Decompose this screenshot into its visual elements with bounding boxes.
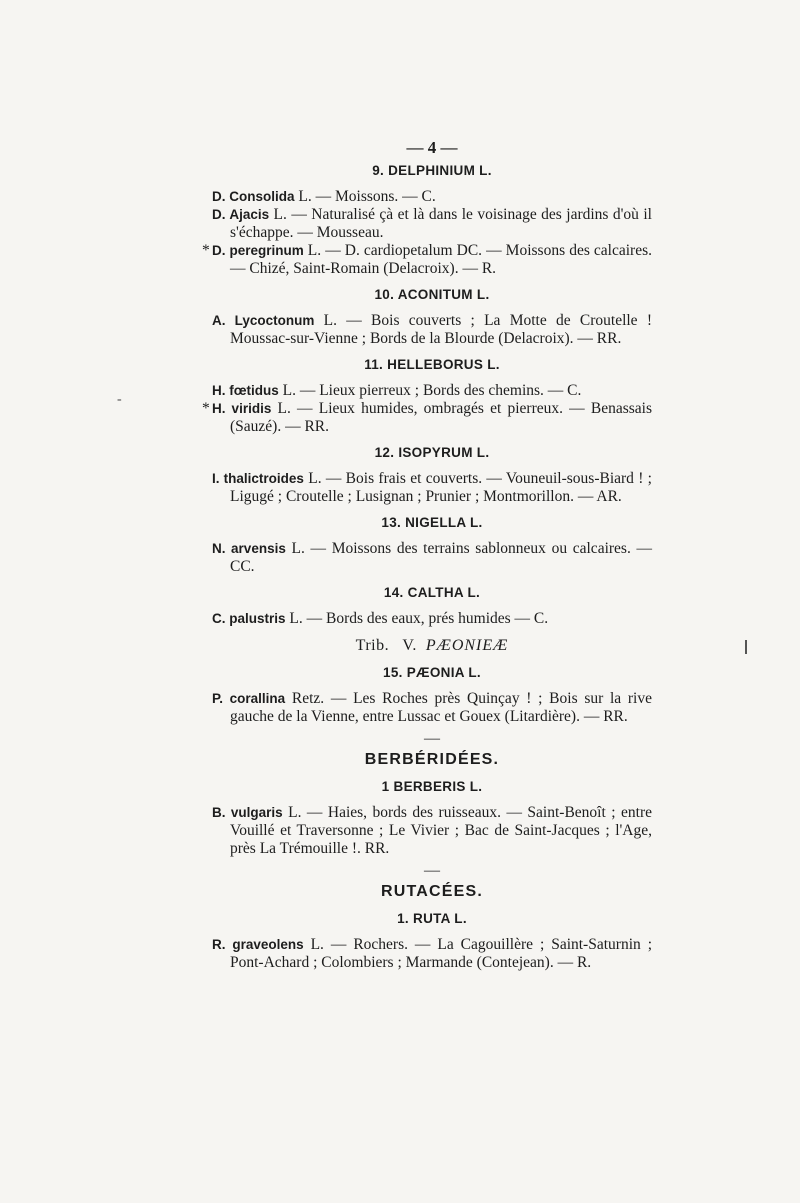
- species-description: L. — Lieux pierreux ; Bords des chemins. — C.: [278, 382, 582, 399]
- genus-heading: 15. PÆONIA L.: [383, 665, 481, 680]
- species-description: L. — Moissons des terrains sablonneux ou calcaires. — CC.: [230, 540, 652, 575]
- species-name: A. Lycoctonum: [212, 313, 315, 328]
- family-heading: RUTACÉES.: [380, 883, 484, 900]
- species-entry: [212, 540, 652, 576]
- species-name: H. viridis: [212, 401, 272, 416]
- tribe-heading: [212, 636, 652, 656]
- tribe-prefix: Trib. V.: [355, 637, 426, 654]
- genus-heading: 14. CALTHA L.: [383, 585, 481, 600]
- species-entry: * D. peregrinum L. — D. cardiopetalum DC. — Moissons des calcaires. — Chizé, Saint-Romain (Delacroix). — R.: [202, 242, 653, 277]
- species-description: L. — Bords des eaux, prés humides — C.: [285, 610, 549, 627]
- species-description: L. — Moissons. — C.: [294, 188, 436, 205]
- species-name: D. Consolida: [212, 189, 295, 204]
- species-name: B. vulgaris: [212, 805, 283, 820]
- genus-heading: 9. DELPHINIUM L.: [372, 163, 492, 178]
- species-entry: [212, 312, 652, 348]
- species-name: P. corallina: [212, 691, 286, 706]
- section-divider: —: [424, 730, 440, 747]
- species-description: Retz. — Les Roches près Quinçay ! ; Bois sur la rive gauche de la Vienne, entre Lussac et Gouex (Litardière). — RR.: [230, 690, 652, 725]
- species-name: N. arvensis: [212, 541, 286, 556]
- species-description: L. — Bois couverts ; La Motte de Croutelle ! Moussac-sur-Vienne ; Bords de la Blourde (Delacroix). — RR.: [230, 312, 652, 347]
- page-content: [202, 138, 653, 972]
- species-description: L. — Haies, bords des ruisseaux. — Saint-Benoît ; entre Vouillé et Traversonne ; Le Vivier ; Bac de Saint-Jacques ; l'Age, près La Trémouille !. RR.: [230, 804, 652, 857]
- genus-heading: 1. RUTA L.: [397, 911, 467, 926]
- species-name: H. fœtidus: [212, 383, 279, 398]
- species-name: R. graveolens: [212, 937, 304, 952]
- family-heading: BERBÉRIDÉES.: [364, 751, 500, 768]
- genus-heading: 13. NIGELLA L.: [381, 515, 483, 530]
- species-description: L. — Bois frais et couverts. — Vouneuil-sous-Biard ! ; Ligugé ; Croutelle ; Lusignan ; Prunier ; Montmorillon. — AR.: [230, 470, 652, 505]
- species-entry: [212, 382, 652, 400]
- section-divider: —: [424, 862, 440, 879]
- genus-heading: 1 BERBERIS L.: [381, 779, 483, 794]
- tribe-name: PÆONIEÆ: [425, 637, 509, 654]
- genus-heading: 10. ACONITUM L.: [374, 287, 490, 302]
- margin-mark: -: [117, 392, 122, 407]
- species-entry: [212, 936, 652, 972]
- genus-heading: 11. HELLEBORUS L.: [364, 357, 500, 372]
- species-entry: [212, 804, 652, 858]
- species-description: L. — D. cardiopetalum DC. — Moissons des calcaires. — Chizé, Saint-Romain (Delacroix). — R.: [230, 242, 653, 277]
- species-entry: [212, 470, 652, 506]
- species-name: C. palustris: [212, 611, 286, 626]
- species-name: I. thalictroides: [212, 471, 304, 486]
- species-entry: [212, 188, 652, 206]
- species-description: L. — Lieux humides, ombragés et pierreux. — Benassais (Sauzé). — RR.: [230, 400, 652, 435]
- species-description: L. — Naturalisé çà et là dans le voisinage des jardins d'où il s'échappe. — Mousseau.: [230, 206, 652, 241]
- species-name: D. peregrinum: [212, 243, 304, 258]
- text-body: [202, 162, 653, 972]
- genus-heading: 12. ISOPYRUM L.: [374, 445, 490, 460]
- species-description: L. — Rochers. — La Cagouillère ; Saint-Saturnin ; Pont-Achard ; Colombiers ; Marmande (Contejean). — R.: [230, 936, 653, 971]
- margin-mark: [745, 640, 747, 654]
- species-entry: * H. viridis L. — Lieux humides, ombragés et pierreux. — Benassais (Sauzé). — RR.: [202, 400, 652, 435]
- species-entry: [212, 206, 652, 242]
- species-entry: [212, 690, 652, 726]
- species-entry: [212, 610, 652, 628]
- species-name: D. Ajacis: [212, 207, 270, 222]
- page-number: — 4 —: [406, 138, 458, 157]
